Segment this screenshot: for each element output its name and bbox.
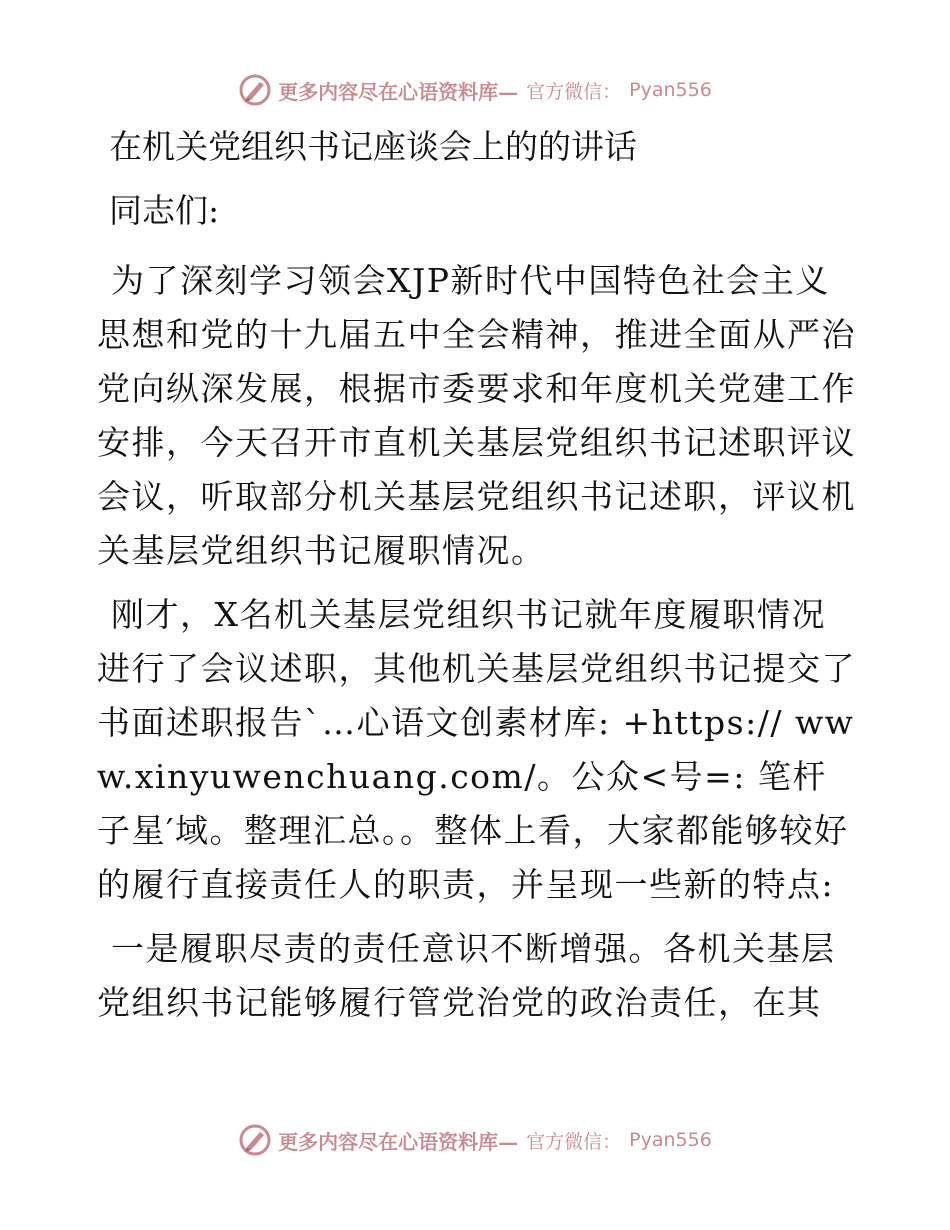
wechat-id: Pyan556 xyxy=(629,79,712,101)
footer-banner xyxy=(0,1120,950,1160)
pen-logo-icon xyxy=(238,1123,272,1157)
paragraph: 为了深刻学习领会XJP新时代中国特色社会主义思想和党的十九届五中全会精神，推进全面从严治党向纵深发展，根据市委要求和年度机关党建工作安排，今天召开市直机关基层党组织书记述职评议会议，听取部分机关基层党组织书记述职，评议机关基层党组织书记履职情况。 xyxy=(97,261,856,570)
paragraph: 一是履职尽责的责任意识不断增强。各机关基层党组织书记能够履行管党治党的政治责任，在其 xyxy=(97,929,836,1022)
wechat-label: 官方微信： xyxy=(526,1130,622,1153)
paragraph: 刚才，X名机关基层党组织书记就年度履职情况进行了会议述职，其他机关基层党组织书记提交了书面述职报告`…心语文创素材库: +https:// www.xinyuwenchuang.com/。公众<号=: 笔杆子星′域。整理汇总。。整体上看，大家都能够较好的履行直接责任人的职责，并呈现一些新的特点: xyxy=(97,595,856,904)
header-banner xyxy=(0,70,950,110)
document-title: 在机关党组织书记座谈会上的的讲话 xyxy=(109,127,637,166)
wechat-id: Pyan556 xyxy=(629,1129,712,1151)
wechat-label: 官方微信： xyxy=(526,80,622,103)
document-body xyxy=(97,120,857,1030)
site-slogan: 更多内容尽在心语资料库— xyxy=(278,1129,519,1154)
salutation: 同志们: xyxy=(109,191,220,230)
site-slogan: 更多内容尽在心语资料库— xyxy=(278,79,519,104)
pen-logo-icon xyxy=(238,73,272,107)
